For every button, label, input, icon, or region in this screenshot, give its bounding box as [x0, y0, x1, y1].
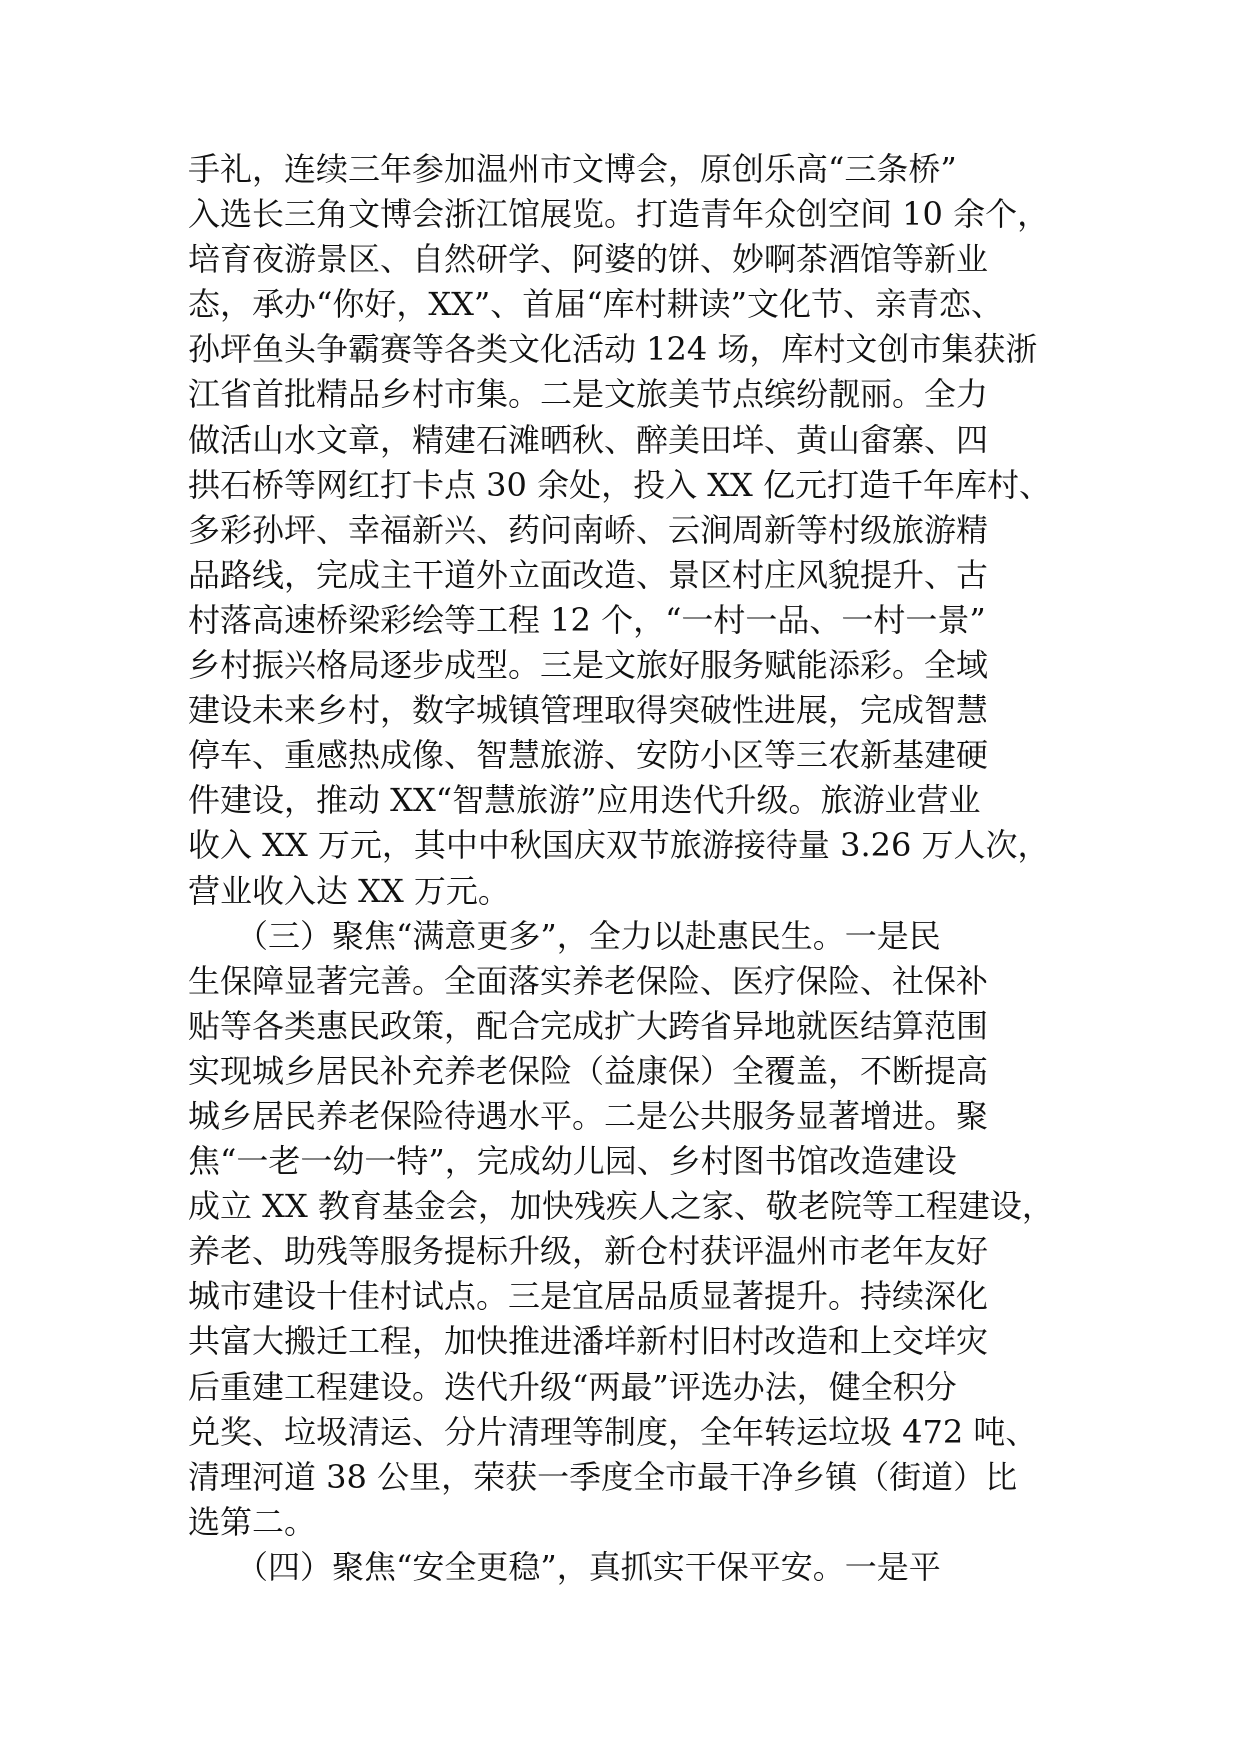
text-line: 贴等各类惠民政策，配合完成扩大跨省异地就医结算范围 [188, 1006, 989, 1045]
text-line: 生保障显著完善。全面落实养老保险、医疗保险、社保补 [188, 961, 989, 1000]
text-line: 收入 XX 万元，其中中秋国庆双节旅游接待量 3.26 万人次， [188, 826, 1050, 865]
text-line: 选第二。 [188, 1502, 317, 1541]
text-line: 乡村振兴格局逐步成型。三是文旅好服务赋能添彩。全域 [188, 646, 989, 685]
text-line: 焦“一老一幼一特”，完成幼儿园、乡村图书馆改造建设 [188, 1142, 957, 1181]
text-line: 江省首批精品乡村市集。二是文旅美节点缤纷靓丽。全力 [188, 375, 989, 414]
text-line: 后重建工程建设。迭代升级“两最”评选办法，健全积分 [188, 1367, 957, 1406]
text-line: 做活山水文章，精建石滩晒秋、醉美田垟、黄山畲寨、四 [188, 420, 989, 459]
section-heading-line: （四）聚焦“安全更稳”，真抓实干保平安。一是平 [188, 1547, 941, 1586]
text-line: 孙坪鱼头争霸赛等各类文化活动 124 场，库村文创市集获浙 [188, 330, 1038, 369]
body-text [188, 147, 1088, 1590]
text-line: 培育夜游景区、自然研学、阿婆的饼、妙啊茶酒馆等新业 [188, 240, 989, 279]
text-line: 清理河道 38 公里，荣获一季度全市最干净乡镇（街道）比 [188, 1457, 1018, 1496]
text-line: 手礼，连续三年参加温州市文博会，原创乐高“三条桥” [188, 150, 957, 188]
text-line: 城市建设十佳村试点。三是宜居品质显著提升。持续深化 [188, 1277, 989, 1316]
text-line: 停车、重感热成像、智慧旅游、安防小区等三农新基建硬 [188, 736, 989, 775]
text-line: 品路线，完成主干道外立面改造、景区村庄风貌提升、古 [188, 555, 989, 594]
text-line: 件建设，推动 XX“智慧旅游”应用迭代升级。旅游业营业 [188, 781, 981, 820]
text-line: 养老、助残等服务提标升级，新仓村获评温州市老年友好 [188, 1232, 989, 1271]
text-line: 拱石桥等网红打卡点 30 余处，投入 XX 亿元打造千年库村、 [188, 465, 1051, 504]
text-line: 共富大搬迁工程，加快推进潘垟新村旧村改造和上交垟灾 [188, 1322, 989, 1361]
text-line: 建设未来乡村，数字城镇管理取得突破性进展，完成智慧 [188, 691, 989, 730]
text-line: 村落高速桥梁彩绘等工程 12 个，“一村一品、一村一景” [188, 600, 986, 639]
text-line: 成立 XX 教育基金会，加快残疾人之家、敬老院等工程建设， [188, 1187, 1054, 1226]
text-line: 多彩孙坪、幸福新兴、药问南峤、云涧周新等村级旅游精 [188, 510, 989, 549]
text-line: 营业收入达 XX 万元。 [188, 871, 510, 910]
section-heading-line: （三）聚焦“满意更多”，全力以赴惠民生。一是民 [188, 916, 941, 955]
text-line: 态，承办“你好，XX”、首届“库村耕读”文化节、亲青恋、 [188, 285, 1004, 324]
text-line: 入选长三角文博会浙江馆展览。打造青年众创空间 10 余个， [188, 195, 1050, 234]
text-line: 兑奖、垃圾清运、分片清理等制度，全年转运垃圾 472 吨、 [188, 1412, 1038, 1451]
text-line: 实现城乡居民补充养老保险（益康保）全覆盖，不断提高 [188, 1051, 989, 1090]
text-line: 城乡居民养老保险待遇水平。二是公共服务显著增进。聚 [188, 1096, 989, 1135]
